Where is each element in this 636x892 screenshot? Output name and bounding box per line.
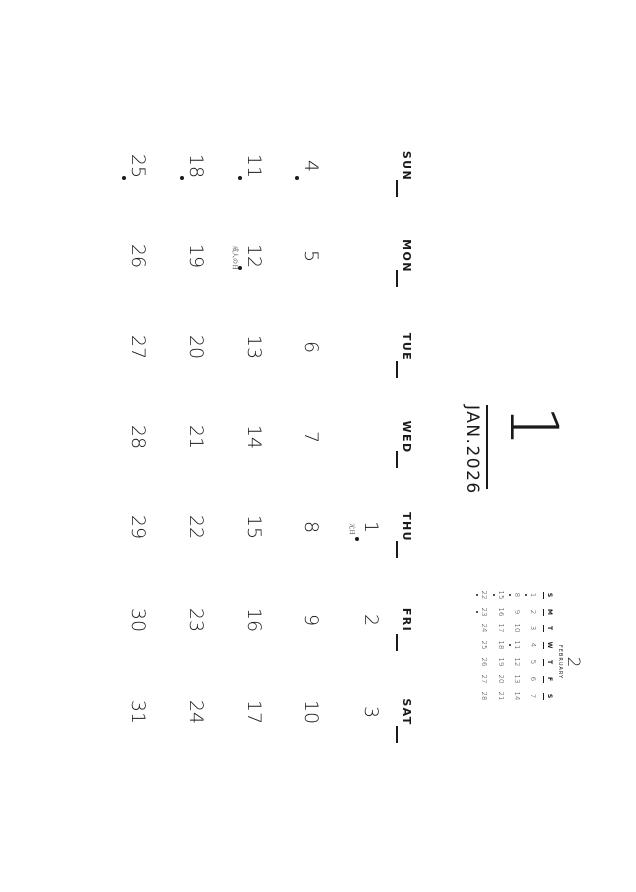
day-number: 6 (300, 340, 322, 354)
holiday-dot-marker (122, 176, 126, 180)
mini-day-number: 28 (480, 691, 488, 701)
weekday-header-sat: SAT (400, 698, 413, 726)
day-number: 20 (185, 334, 207, 360)
mini-day-number: 8 (513, 592, 521, 598)
day-number: 1 (360, 520, 382, 534)
day-number: 13 (243, 334, 265, 360)
holiday-name: 成人の日 (231, 245, 238, 270)
day-number: 14 (243, 424, 265, 450)
mini-day-number: 16 (497, 607, 505, 617)
day-number: 19 (185, 243, 207, 269)
mini-holiday-dot (509, 594, 511, 596)
mini-holiday-dot (493, 594, 495, 596)
day-number: 25 (127, 153, 149, 179)
month-year-label: JAN.2026 (462, 405, 482, 495)
mini-day-number: 7 (529, 693, 537, 699)
mini-weekday-header: F (546, 676, 553, 682)
mini-weekday-bar (543, 609, 544, 616)
mini-day-number: 11 (513, 640, 521, 650)
day-number: 27 (127, 334, 149, 360)
mini-weekday-header: S (546, 592, 553, 598)
day-number: 8 (300, 520, 322, 534)
month-number: 1 (495, 405, 572, 447)
day-number: 24 (185, 699, 207, 725)
holiday-dot-marker (180, 176, 184, 180)
mini-day-number: 6 (529, 676, 537, 682)
mini-day-number: 4 (529, 642, 537, 648)
mini-weekday-bar (543, 642, 544, 649)
mini-weekday-bar (543, 659, 544, 666)
mini-day-number: 9 (513, 609, 521, 615)
day-number: 16 (243, 607, 265, 633)
weekday-header-bar (396, 361, 398, 378)
mini-day-number: 20 (497, 674, 505, 684)
day-number: 29 (127, 514, 149, 540)
mini-weekday-header: T (546, 625, 553, 631)
mini-day-number: 26 (480, 657, 488, 667)
day-number: 31 (127, 699, 149, 725)
mini-day-number: 15 (497, 590, 505, 600)
weekday-header-bar (396, 451, 398, 468)
day-number: 22 (185, 514, 207, 540)
day-number: 21 (185, 424, 207, 450)
mini-day-number: 19 (497, 657, 505, 667)
mini-weekday-bar (543, 592, 544, 599)
day-number: 4 (300, 159, 322, 173)
mini-day-number: 10 (513, 623, 521, 633)
mini-holiday-dot (525, 594, 527, 596)
day-number: 15 (243, 514, 265, 540)
mini-month-number: 2 (563, 656, 583, 668)
mini-day-number: 21 (497, 691, 505, 701)
holiday-dot-marker (238, 266, 242, 270)
mini-day-number: 17 (497, 623, 505, 633)
weekday-header-tue: TUE (400, 332, 413, 362)
weekday-header-mon: MON (400, 239, 413, 273)
mini-day-number: 2 (529, 609, 537, 615)
day-number: 17 (243, 699, 265, 725)
weekday-header-bar (396, 270, 398, 287)
mini-day-number: 24 (480, 623, 488, 633)
day-number: 2 (360, 613, 382, 627)
weekday-header-bar (396, 541, 398, 558)
day-number: 12 (243, 243, 265, 269)
weekday-header-bar (396, 180, 398, 197)
mini-day-number: 12 (513, 657, 521, 667)
holiday-dot-marker (238, 176, 242, 180)
weekday-header-thu: THU (400, 512, 413, 542)
month-underline (486, 405, 488, 489)
weekday-header-sun: SUN (400, 150, 413, 182)
mini-day-number: 13 (513, 674, 521, 684)
mini-weekday-header: S (546, 693, 553, 699)
mini-day-number: 25 (480, 640, 488, 650)
weekday-header-bar (396, 634, 398, 651)
day-number: 10 (300, 699, 322, 725)
mini-weekday-bar (543, 693, 544, 700)
day-number: 26 (127, 243, 149, 269)
mini-weekday-bar (543, 676, 544, 683)
mini-weekday-header: W (546, 641, 553, 649)
mini-day-number: 18 (497, 640, 505, 650)
mini-day-number: 22 (480, 590, 488, 600)
holiday-dot-marker (295, 176, 299, 180)
day-number: 30 (127, 607, 149, 633)
mini-day-number: 27 (480, 674, 488, 684)
mini-holiday-dot (509, 644, 511, 646)
day-number: 3 (360, 705, 382, 719)
mini-weekday-header: M (546, 609, 553, 615)
mini-day-number: 14 (513, 691, 521, 701)
mini-day-number: 3 (529, 625, 537, 631)
day-number: 18 (185, 153, 207, 179)
mini-weekday-header: T (546, 659, 553, 665)
weekday-header-wed: WED (400, 420, 413, 454)
holiday-name: 元日 (348, 522, 355, 535)
holiday-dot-marker (355, 537, 359, 541)
day-number: 28 (127, 424, 149, 450)
mini-holiday-dot (476, 594, 478, 596)
day-number: 7 (300, 430, 322, 444)
day-number: 11 (243, 153, 265, 179)
day-number: 5 (300, 249, 322, 263)
mini-day-number: 23 (480, 607, 488, 617)
mini-weekday-bar (543, 625, 544, 632)
weekday-header-bar (396, 726, 398, 743)
weekday-header-fri: FRI (400, 607, 413, 633)
mini-day-number: 1 (529, 592, 537, 598)
day-number: 23 (185, 607, 207, 633)
mini-month-name: FEBRUARY (557, 644, 563, 680)
mini-holiday-dot (476, 611, 478, 613)
mini-day-number: 5 (529, 659, 537, 665)
day-number: 9 (300, 613, 322, 627)
